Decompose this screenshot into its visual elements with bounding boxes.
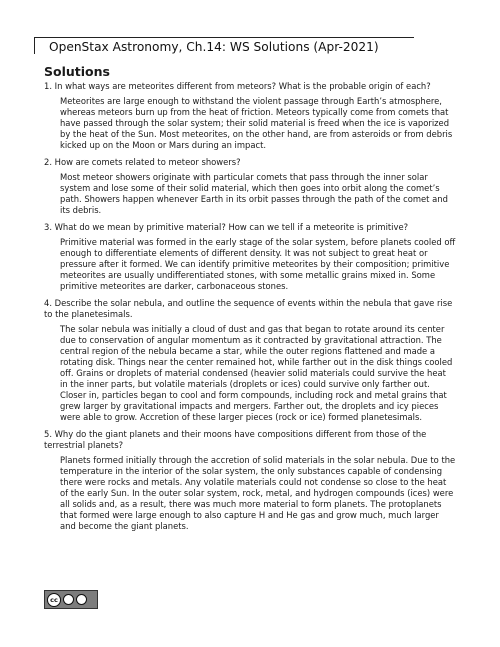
question-3: 3. What do we mean by primitive material? How can we tell if a meteorite is primitive? <box>44 222 409 232</box>
answer-2: Most meteor showers originate with particular comets that pass through the inner solar system and lose some of their solid material, which then goes into orbit along the comet’s path. Showers happen whenever Earth in its orbit passes through the path of the comet and its debris. <box>60 172 448 215</box>
attribution-icon <box>63 594 74 605</box>
document-body <box>44 64 456 538</box>
answer-1: Meteorites are large enough to withstand the violent passage through Earth’s atmosphere, whereas meteors burn up from the heat of friction. Meteors typically come from comets that have passed through the solar system; their solid material is freed when the ice is vaporized by the heat of the Sun. Most meteorites, on the other hand, are from asteroids or from debris kicked up on the Moon or Mars during an impact. <box>60 96 453 150</box>
question-4: 4. Describe the solar nebula, and outline the sequence of events within the nebula that gave rise to the planetesimals. <box>44 298 453 319</box>
cc-icon: cc <box>47 593 61 607</box>
document-header <box>34 37 414 54</box>
answer-4: The solar nebula was initially a cloud of dust and gas that began to rotate around its center due to conservation of angular momentum as it contracted by gravitational attraction. The central region of the nebula became a star, while the outer regions flattened and made a rotating disk. Things near the center remained hot, while farther out in the disk things cooled off. Grains or droplets of material condensed (heavier solid materials could survive the heat in the inner parts, but volatile materials (droplets or ices) could survive only farther out. Closer in, particles began to cool and form compounds, including rock and metal grains that grew larger by gravitational impacts and mergers. Farther out, the droplets and icy pieces were able to grow. Accretion of these larger pieces (rock or ice) formed planetesimals. <box>60 324 453 422</box>
answer-5: Planets formed initially through the accretion of solid materials in the solar nebula. Due to the temperature in the interior of the solar system, the only substances capable of condensing there were rocks and metals. Any volatile materials could not condense so close to the heat of the early Sun. In the outer solar system, rock, metal, and hydrogen compounds (ices) were all solids and, as a result, there was much more material to form planets. The protoplanets that formed were large enough to also capture H and He gas and grow much, much larger and become the giant planets. <box>60 455 456 531</box>
section-heading: Solutions <box>44 64 110 79</box>
document-title: OpenStax Astronomy, Ch.14: WS Solutions (Apr-2021) <box>49 40 379 54</box>
question-1: 1. In what ways are meteorites different from meteors? What is the probable origin of each? <box>44 81 431 91</box>
noncommercial-icon <box>76 594 87 605</box>
question-5: 5. Why do the giant planets and their moons have compositions different from those of the terrestrial planets? <box>44 429 427 450</box>
question-2: 2. How are comets related to meteor showers? <box>44 157 241 167</box>
answer-3: Primitive material was formed in the early stage of the solar system, before planets cooled off enough to differentiate elements of different density. It was not subject to great heat or pressure after it formed. We can identify primitive meteorites by their composition; primitive meteorites are usually undifferentiated stones, with some metallic grains mixed in. Some primitive meteorites are darker, carbonaceous stones. <box>60 237 456 291</box>
creative-commons-license-badge <box>44 590 98 609</box>
